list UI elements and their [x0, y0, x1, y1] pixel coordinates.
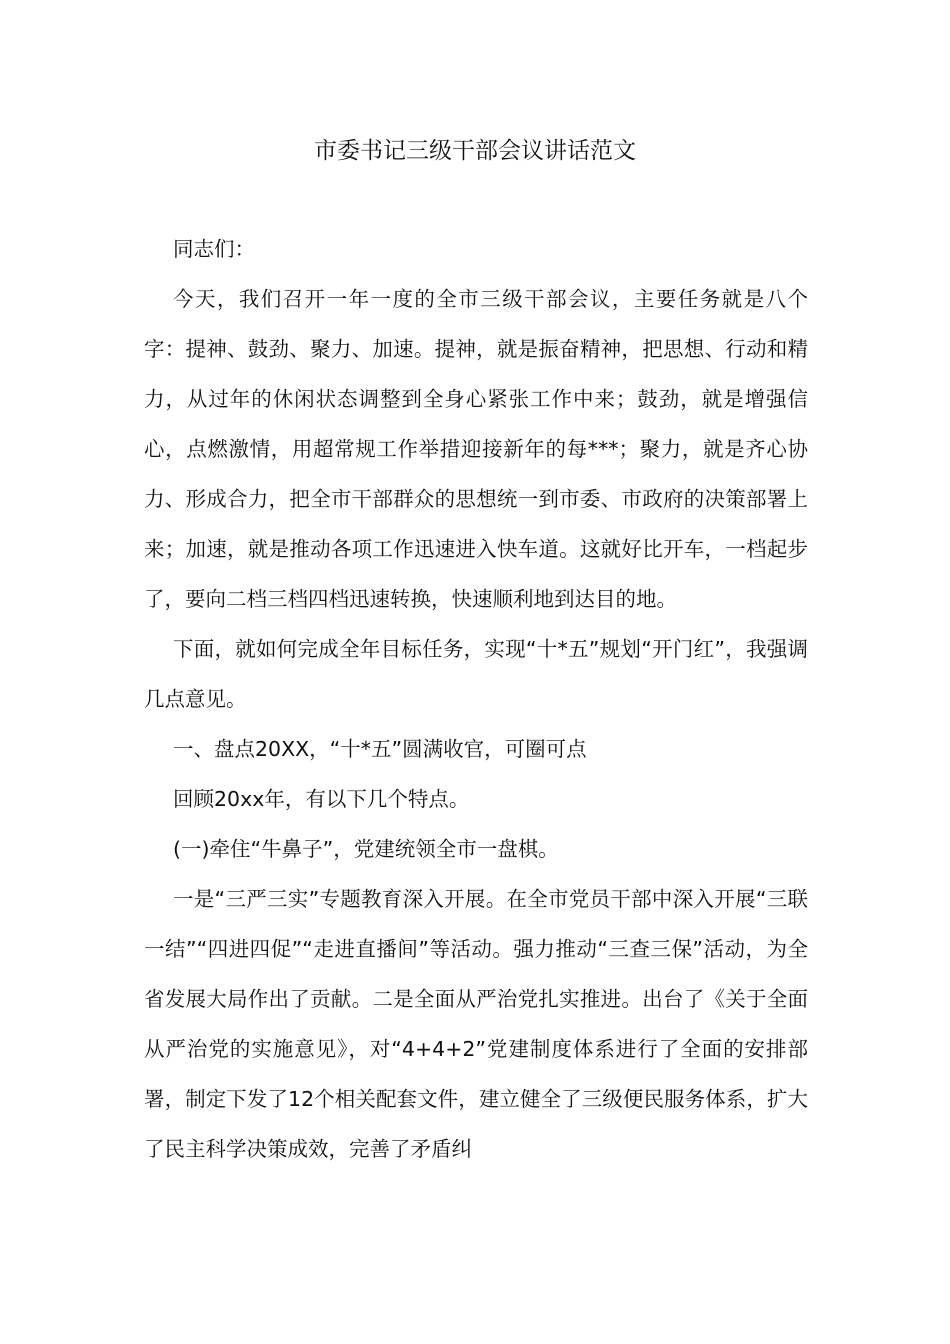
paragraph-review: 回顾20xx年，有以下几个特点。: [173, 787, 470, 811]
paragraph-intro: 今天，我们召开一年一度的全市三级干部会议，主要任务就是八个字：提神、鼓劲、聚力、加速。提神，就是振奋精神，把思想、行动和精力，从过年的休闲状态调整到全身心紧张工作中来；鼓劲，就是增强信心，点燃激情，用超常规工作举措迎接新年的每***；聚力，就是齐心协力、形成合力，把全市干部群众的思想统一到市委、市政府的决策部署上来；加速，就是推动各项工作迅速进入快车道。这就好比开车，一档起步了，要向二档三档四档迅速转换，快速顺利地到达目的地。: [144, 287, 808, 611]
paragraph-salutation: 同志们：: [173, 237, 255, 261]
paragraph-transition: 下面，就如何完成全年目标任务，实现“十*五”规划“开门红”，我强调几点意见。: [144, 637, 808, 711]
document-title: 市委书记三级干部会议讲话范文: [314, 138, 636, 164]
paragraph-details: 一是“三严三实”专题教育深入开展。在全市党员干部中深入开展“三联一结”“四进四促”“走进直播间”等活动。强力推动“三查三保”活动，为全省发展大局作出了贡献。二是全面从严治党扎实推进。出台了《关于全面从严治党的实施意见》，对“4+4+2”党建制度体系进行了全面的安排部署，制定下发了12个相关配套文件，建立健全了三级便民服务体系，扩大了民主科学决策成效，完善了矛盾纠: [144, 887, 808, 1161]
document-body: [144, 224, 808, 1174]
section-heading-1: 一、盘点20XX，“十*五”圆满收官，可圈可点: [173, 737, 587, 761]
subsection-heading-1: (一)牵住“牛鼻子”，党建统领全市一盘棋。: [173, 837, 559, 861]
